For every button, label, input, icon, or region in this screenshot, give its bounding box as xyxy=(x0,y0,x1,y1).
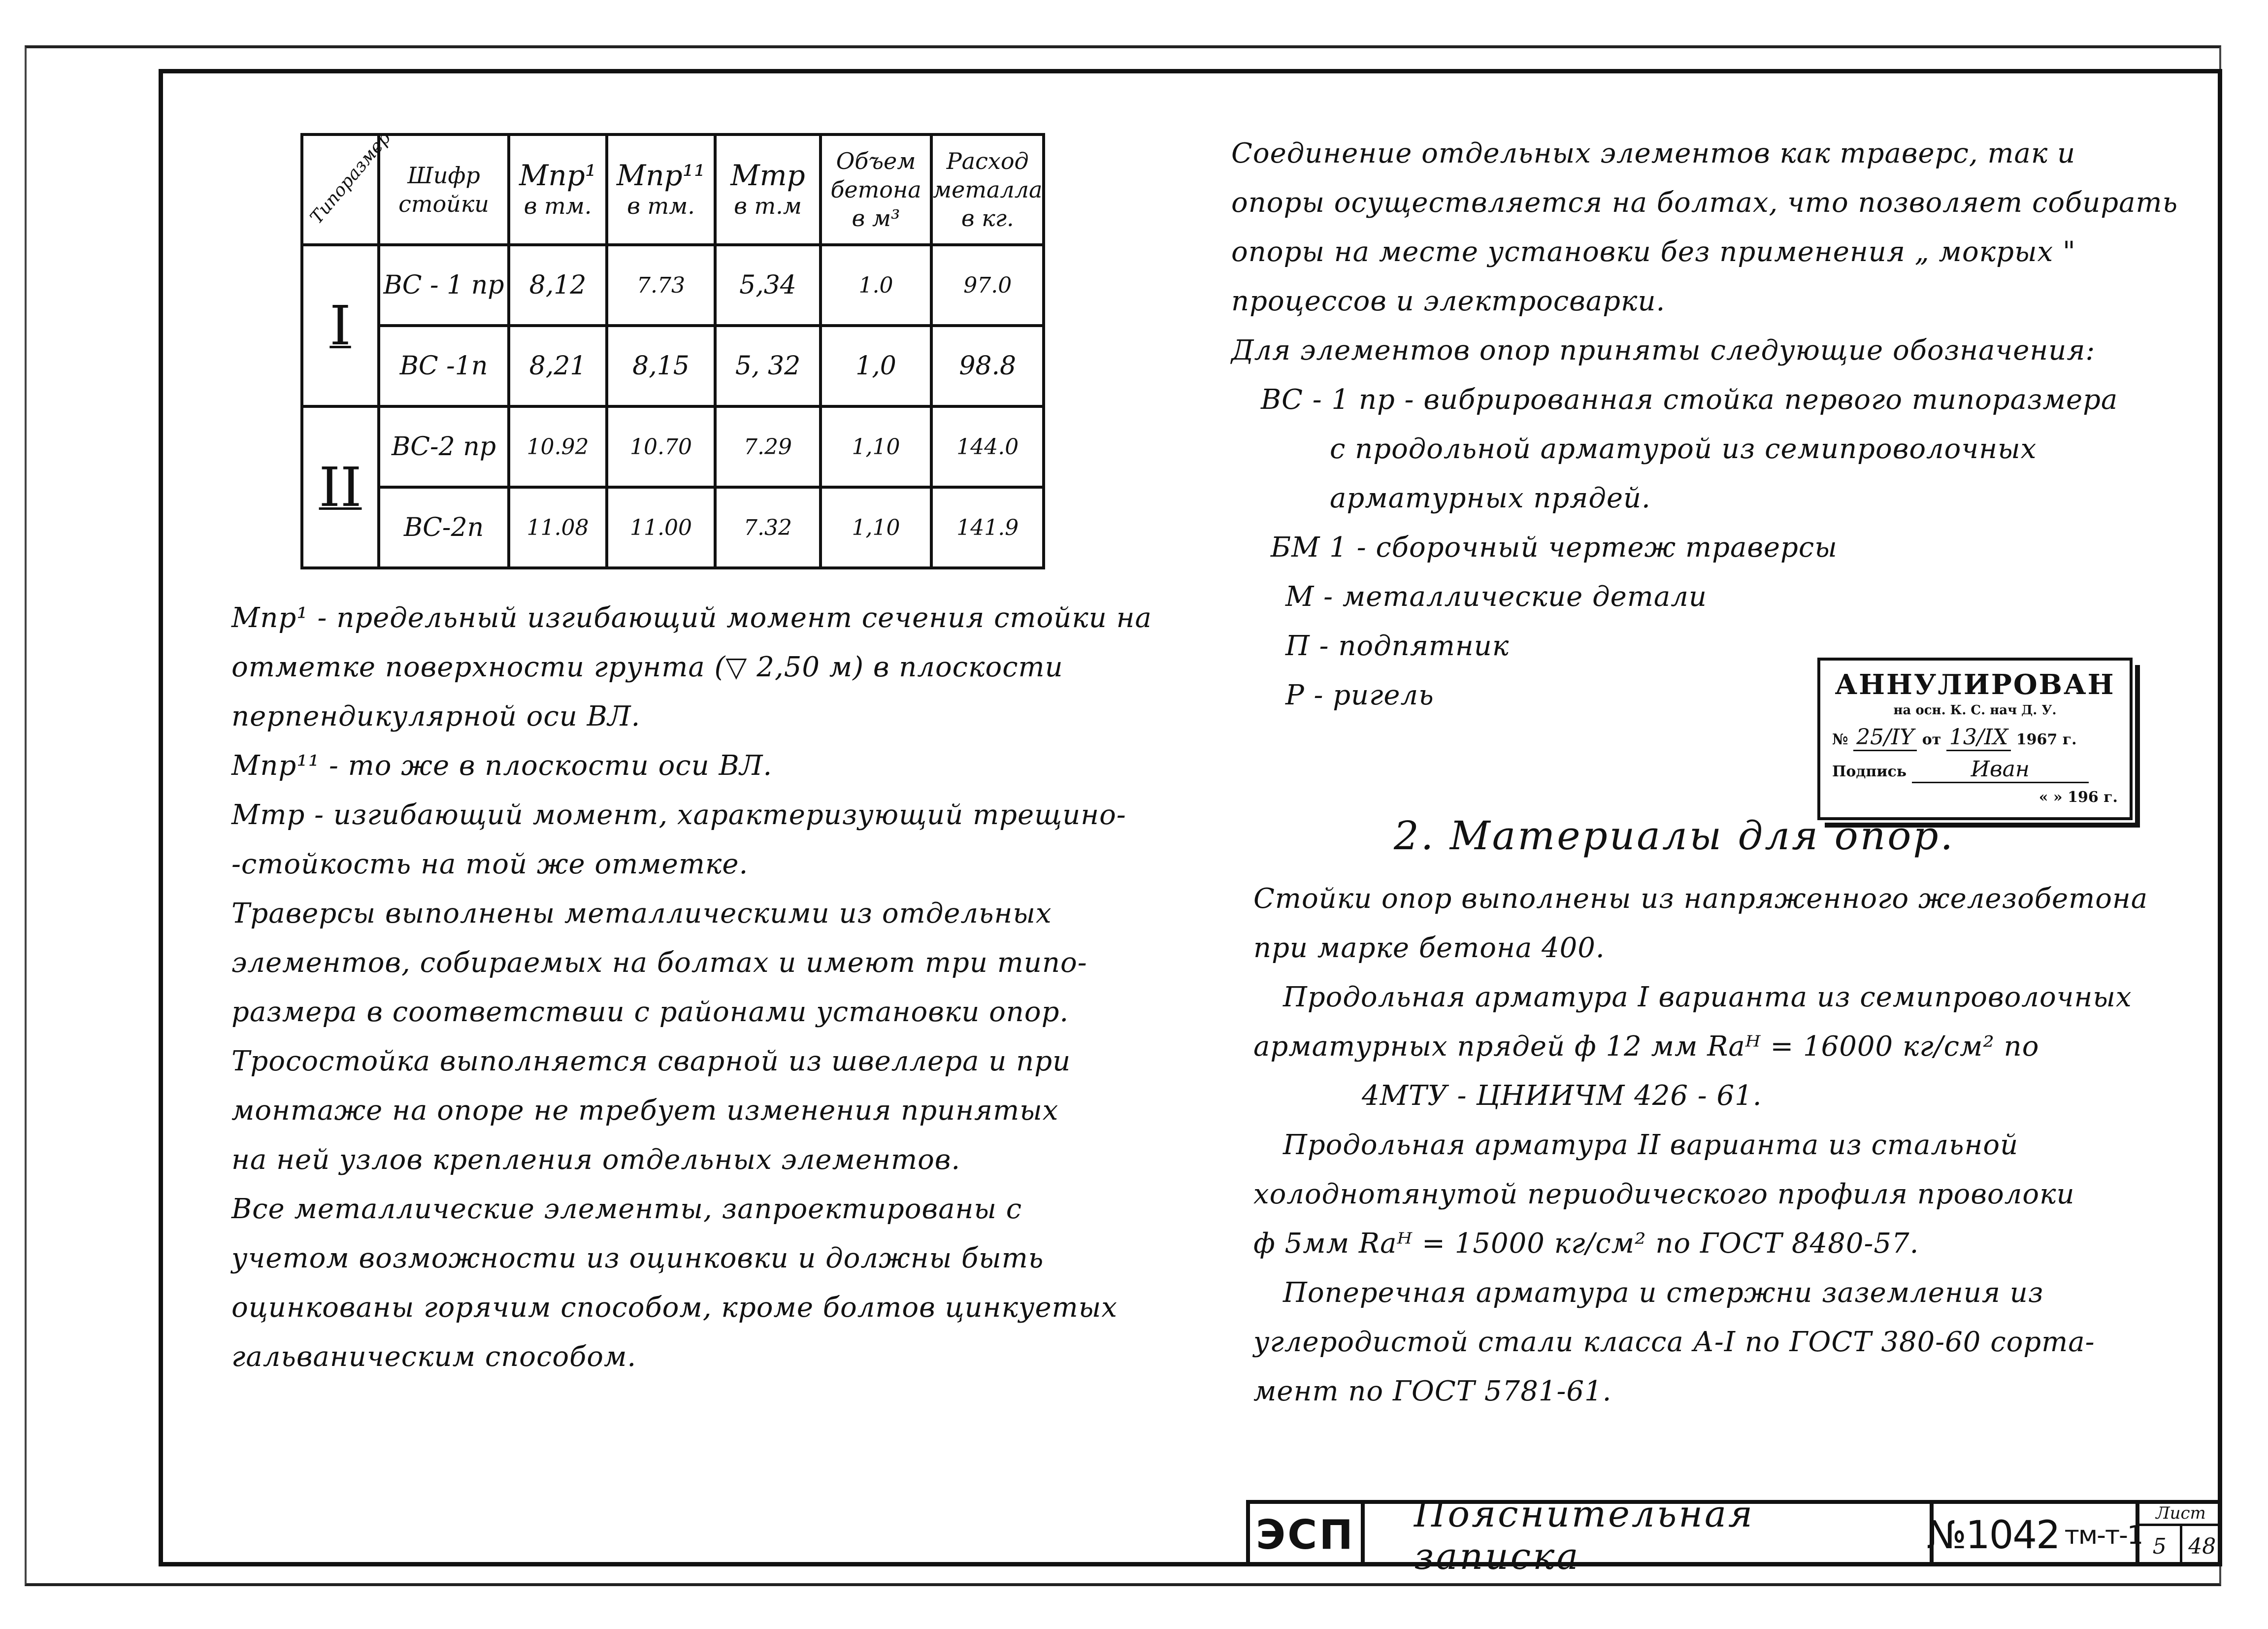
group-label: I xyxy=(302,245,379,406)
text-line: Мтр - изгибающий момент, характеризующий трещино- xyxy=(231,799,1126,831)
text-line: Для элементов опор приняты следующие обозначения: xyxy=(1231,334,2096,366)
sheet-number: 5 xyxy=(2139,1526,2182,1566)
header-tiporazmer: Типоразмер xyxy=(302,134,379,245)
text-line: с продольной арматурой из семипроволочных xyxy=(1330,433,2037,465)
stamp-basis: на осн. К. С. нач Д. У. xyxy=(1893,703,2057,718)
text-line: Соединение отдельных элементов как траверс, так и xyxy=(1231,137,2076,169)
text-line: М - металлические детали xyxy=(1285,581,1707,613)
table-row xyxy=(302,326,1044,406)
section-heading: 2. Материалы для опор. xyxy=(1394,813,1955,859)
header-obem: Объем бетона в м³ xyxy=(821,134,931,245)
title-block-code xyxy=(1926,1504,2143,1566)
text-line: П - подпятник xyxy=(1285,630,1510,662)
text-line: БМ 1 - сборочный чертеж траверсы xyxy=(1271,532,1838,564)
header-shifr: Шифр стойки xyxy=(379,134,509,245)
cell-mtr: 7.32 xyxy=(715,487,821,568)
text-line: отметке поверхности грунта (▽ 2,50 м) в плоскости xyxy=(231,651,1063,683)
cell-m2: 10.70 xyxy=(607,406,715,487)
stamp-number-row xyxy=(1832,725,2118,750)
stamp-sign-row xyxy=(1832,757,2118,782)
stamp-date-label: от xyxy=(1922,731,1941,748)
stamp-no-label: № xyxy=(1832,731,1848,748)
cell-metal: 97.0 xyxy=(931,245,1044,326)
text-line: Поперечная арматура и стержни заземления из xyxy=(1283,1277,2044,1309)
right-notes-top xyxy=(1231,129,2178,720)
text-line: углеродистой стали класса А-I по ГОСТ 380-60 сорта- xyxy=(1253,1326,2095,1358)
text-line: холоднотянутой периодического профиля проволоки xyxy=(1253,1178,2075,1210)
title-block xyxy=(1246,1493,2222,1578)
stamp-date-value: 13/IX xyxy=(1946,725,2011,751)
text-line: Мпр¹¹ - то же в плоскости оси ВЛ. xyxy=(231,750,773,782)
text-line: при марке бетона 400. xyxy=(1253,932,1605,964)
text-line: Траверсы выполнены металлическими из отдельных xyxy=(231,898,1052,930)
cell-vol: 1,10 xyxy=(821,406,931,487)
title-block-title: Пояснительная записка xyxy=(1365,1504,1934,1566)
text-line: процессов и электросварки. xyxy=(1231,285,1666,317)
stamp-title: АННУЛИРОВАН xyxy=(1835,668,2115,701)
cell-m2: 7.73 xyxy=(607,245,715,326)
text-line: опоры осуществляется на болтах, что позволяет собирать xyxy=(1231,187,2178,219)
cell-vol: 1,0 xyxy=(821,326,931,406)
text-line: Стойки опор выполнены из напряженного железобетона xyxy=(1253,883,2148,915)
cell-code: ВС-2п xyxy=(379,487,509,568)
text-line: Продольная арматура II варианта из стальной xyxy=(1283,1129,2019,1161)
cell-metal: 98.8 xyxy=(931,326,1044,406)
header-m1: Мпр¹ в тм. xyxy=(509,134,607,245)
group-label: II xyxy=(302,406,379,568)
title-block-sheet xyxy=(2139,1504,2222,1566)
title-block-org: ЭСП xyxy=(1246,1504,1365,1566)
annulled-stamp xyxy=(1817,658,2133,820)
text-line: Тросостойка выполняется сварной из швеллера и при xyxy=(231,1045,1071,1077)
cell-vol: 1,10 xyxy=(821,487,931,568)
text-line: перпендикулярной оси ВЛ. xyxy=(231,700,641,732)
left-notes xyxy=(231,594,1152,1382)
cell-code: ВС - 1 пр xyxy=(379,245,509,326)
text-line: на ней узлов крепления отдельных элементов. xyxy=(231,1144,961,1176)
cell-m2: 8,15 xyxy=(607,326,715,406)
text-line: арматурных прядей. xyxy=(1330,482,1651,514)
header-mtr: Мтр в т.м xyxy=(715,134,821,245)
text-line: Все металлические элементы, запроектированы с xyxy=(231,1193,1022,1225)
cell-m2: 11.00 xyxy=(607,487,715,568)
cell-m1: 11.08 xyxy=(509,487,607,568)
cell-mtr: 5,34 xyxy=(715,245,821,326)
text-line: оцинкованы горячим способом, кроме болтов цинкуетых xyxy=(231,1292,1118,1324)
text-line: монтаже на опоре не требует изменения принятых xyxy=(231,1095,1059,1127)
header-rashod: Расход металла в кг. xyxy=(931,134,1044,245)
stamp-blank-date: « » 196 г. xyxy=(2038,789,2118,806)
text-line: учетом возможности из оцинковки и должны быть xyxy=(231,1242,1044,1274)
sheet-numbers xyxy=(2139,1526,2222,1566)
table-row xyxy=(302,245,1044,326)
stamp-sign-label: Подпись xyxy=(1832,763,1907,780)
cell-code: ВС-2 пр xyxy=(379,406,509,487)
text-line: опоры на месте установки без применения „ мокрых " xyxy=(1231,236,2076,268)
text-line: размера в соответствии с районами установки опор. xyxy=(231,996,1069,1028)
text-line: ф 5мм Rаᴴ = 15000 кг/см² по ГОСТ 8480-57. xyxy=(1253,1228,1919,1260)
text-line: Мпр¹ - предельный изгибающий момент сечения стойки на xyxy=(231,602,1152,634)
text-line: Р - ригель xyxy=(1285,679,1434,711)
cell-mtr: 7.29 xyxy=(715,406,821,487)
text-line: ВС - 1 пр - вибрированная стойка первого типоразмера xyxy=(1261,384,2118,416)
text-line: -стойкость на той же отметке. xyxy=(231,848,749,880)
drawing-suffix: тм-т-1 xyxy=(2064,1520,2143,1550)
cell-metal: 144.0 xyxy=(931,406,1044,487)
stamp-year: 1967 г. xyxy=(2016,731,2077,748)
text-line: арматурных прядей ф 12 мм Rаᴴ = 16000 кг/см² по xyxy=(1253,1031,2039,1063)
cell-m1: 8,12 xyxy=(509,245,607,326)
text-line: элементов, собираемых на болтах и имеют три типо- xyxy=(231,947,1087,979)
stamp-signature: Иван xyxy=(1912,757,2089,783)
cell-m1: 10.92 xyxy=(509,406,607,487)
cell-code: ВС -1п xyxy=(379,326,509,406)
table-row xyxy=(302,406,1044,487)
text-line: Продольная арматура I варианта из семипроволочных xyxy=(1283,981,2132,1013)
right-notes-materials xyxy=(1253,874,2148,1416)
cell-m1: 8,21 xyxy=(509,326,607,406)
cell-mtr: 5, 32 xyxy=(715,326,821,406)
spec-table xyxy=(300,128,1045,569)
cell-metal: 141.9 xyxy=(931,487,1044,568)
sheet-label: Лист xyxy=(2139,1504,2222,1526)
sheet-total: 48 xyxy=(2188,1533,2216,1559)
text-line: 4МТУ - ЦНИИЧМ 426 - 61. xyxy=(1362,1080,1762,1112)
table-header-row xyxy=(302,134,1044,245)
stamp-no-value: 25/IY xyxy=(1853,725,1917,751)
table-row xyxy=(302,487,1044,568)
drawing-number: №1042 xyxy=(1926,1513,2060,1558)
cell-vol: 1.0 xyxy=(821,245,931,326)
text-line: гальваническим способом. xyxy=(231,1341,637,1373)
text-line: мент по ГОСТ 5781-61. xyxy=(1253,1375,1612,1407)
header-m2: Мпр¹¹ в тм. xyxy=(607,134,715,245)
